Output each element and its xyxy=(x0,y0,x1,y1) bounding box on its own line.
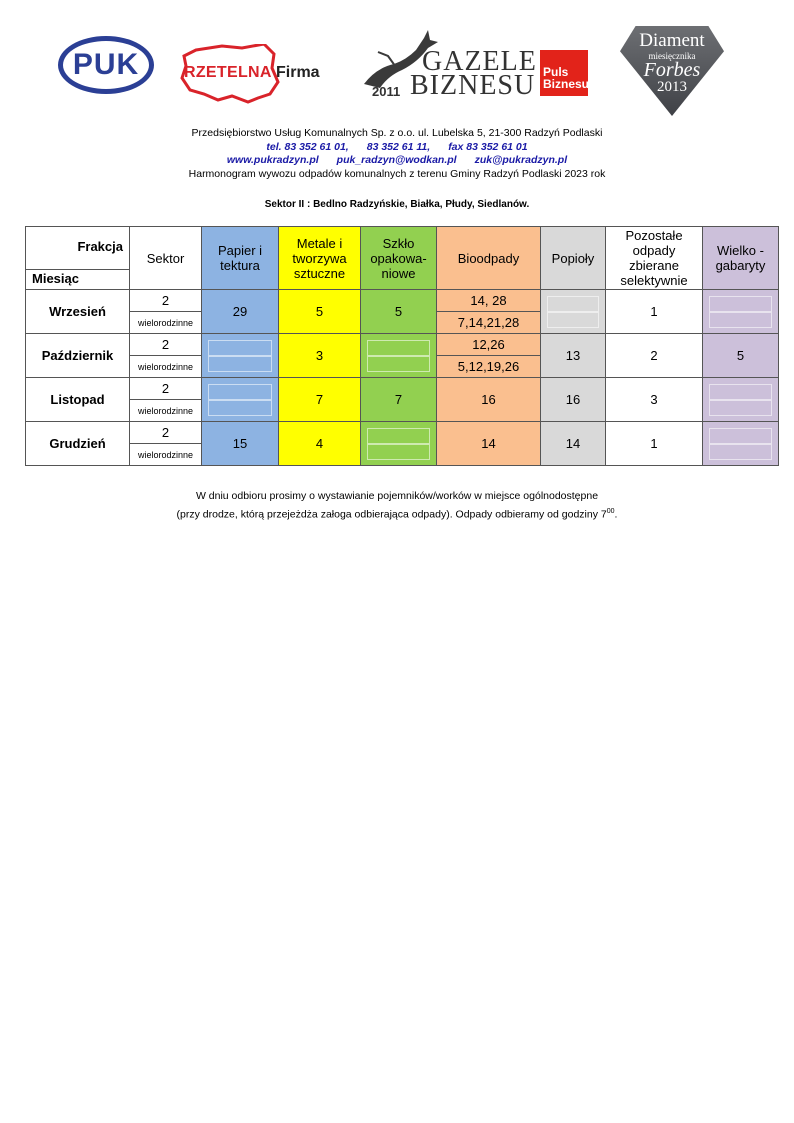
fax: fax 83 352 61 01 xyxy=(448,140,528,153)
diament-text: Diament xyxy=(639,30,705,51)
note-line-2-text: (przy drodze, którą przejeżdża załoga odbierająca odpady). Odpady odbieramy od godziny 7 xyxy=(176,508,607,521)
popioly-cell: 16 xyxy=(541,378,606,422)
multi-cell: wielorodzinne xyxy=(130,400,202,422)
sektor-header: Sektor xyxy=(130,227,202,290)
wielko-cell xyxy=(703,378,779,422)
gazele-text: GAZELE xyxy=(422,46,537,77)
forbes-diament-logo xyxy=(620,26,724,116)
miesiecznika-text: miesięcznika xyxy=(648,51,696,61)
firma-text: Firma xyxy=(276,64,320,81)
bio-cell: 14 xyxy=(437,422,541,466)
multi-cell: wielorodzinne xyxy=(130,312,202,334)
table-row xyxy=(26,378,779,400)
email-link-2[interactable]: zuk@pukradzyn.pl xyxy=(474,154,568,166)
web-line xyxy=(0,154,794,168)
metale-cell: 4 xyxy=(279,422,361,466)
sector-cell: 2 xyxy=(130,378,202,400)
wielkogabaryty-header: Wielko - gabaryty xyxy=(703,227,779,290)
email-link-1[interactable]: puk_radzyn@wodkan.pl xyxy=(336,154,457,166)
pozostale-header: Pozostałe odpady zbierane selektywnie xyxy=(606,227,703,290)
multi-cell: wielorodzinne xyxy=(130,356,202,378)
month-listopad: Listopad xyxy=(26,378,130,422)
bio-multi-cell: 7,14,21,28 xyxy=(437,312,541,334)
puls-biznesu-logo xyxy=(540,50,588,96)
note-line-1: W dniu odbioru prosimy o wystawianie pojemników/worków w miejsce ogólnodostępne xyxy=(195,490,599,502)
szklo-cell xyxy=(361,334,437,378)
frakcja-miesiac-header xyxy=(26,227,130,290)
papier-header: Papier i tektura xyxy=(202,227,279,290)
sector-cell: 2 xyxy=(130,290,202,312)
sector-cell: 2 xyxy=(130,422,202,444)
gazele-year: 2011 xyxy=(372,84,401,99)
pozostale-cell: 1 xyxy=(606,290,703,334)
metale-header: Metale i tworzywa sztuczne xyxy=(279,227,361,290)
puk-logo xyxy=(58,36,154,94)
puk-logo-text: PUK xyxy=(72,48,140,81)
szklo-header: Szkło opakowa-niowe xyxy=(361,227,437,290)
gazele-biznesu-logo xyxy=(358,26,590,112)
table-header-row xyxy=(26,227,779,290)
note-end: . xyxy=(614,508,618,521)
wielko-cell xyxy=(703,290,779,334)
popioly-cell: 13 xyxy=(541,334,606,378)
tel-1: tel. 83 352 61 01, xyxy=(266,140,349,153)
pozostale-cell: 3 xyxy=(606,378,703,422)
rzetelna-firma-logo xyxy=(178,44,323,104)
wielko-cell: 5 xyxy=(703,334,779,378)
papier-cell xyxy=(202,378,279,422)
puls-text: Puls xyxy=(543,65,569,79)
wielko-cell xyxy=(703,422,779,466)
schedule-title: Harmonogram wywozu odpadów komunalnych z terenu Gminy Radzyń Podlaski 2023 rok xyxy=(188,167,606,180)
biznesu-text: BIZNESU xyxy=(410,70,536,101)
metale-cell: 3 xyxy=(279,334,361,378)
logo-bar xyxy=(0,22,794,112)
table-row xyxy=(26,290,779,312)
papier-cell: 29 xyxy=(202,290,279,334)
forbes-text: Forbes xyxy=(643,59,701,81)
month-pazdziernik: Październik xyxy=(26,334,130,378)
szklo-cell: 7 xyxy=(361,378,437,422)
popioly-header: Popioły xyxy=(541,227,606,290)
pozostale-cell: 2 xyxy=(606,334,703,378)
szklo-cell: 5 xyxy=(361,290,437,334)
table-row xyxy=(26,422,779,444)
multi-cell: wielorodzinne xyxy=(130,444,202,466)
szklo-cell xyxy=(361,422,437,466)
popioly-cell xyxy=(541,290,606,334)
month-wrzesien: Wrzesień xyxy=(26,290,130,334)
website-link[interactable]: www.pukradzyn.pl xyxy=(226,154,319,166)
papier-cell: 15 xyxy=(202,422,279,466)
forbes-year: 2013 xyxy=(657,79,687,95)
note-line-2 xyxy=(0,504,794,523)
papier-cell xyxy=(202,334,279,378)
note-hour-sup: 00 xyxy=(606,508,615,515)
bio-cell: 14, 28 xyxy=(437,290,541,312)
bio-cell: 16 xyxy=(437,378,541,422)
sector-cell: 2 xyxy=(130,334,202,356)
metale-cell: 7 xyxy=(279,378,361,422)
month-grudzien: Grudzień xyxy=(26,422,130,466)
schedule-table xyxy=(25,226,779,466)
bio-multi-cell: 5,12,19,26 xyxy=(437,356,541,378)
sector-title: Sektor II : Bedlno Radzyńskie, Białka, Płudy, Siedlanów. xyxy=(264,199,530,210)
frakcja-label: Frakcja xyxy=(77,239,123,254)
biznesu-small-text: Biznesu xyxy=(543,77,590,91)
pickup-note xyxy=(0,489,794,523)
table-row xyxy=(26,334,779,356)
miesiac-label: Miesiąc xyxy=(32,271,79,286)
metale-cell: 5 xyxy=(279,290,361,334)
pozostale-cell: 1 xyxy=(606,422,703,466)
rzetelna-text: RZETELNA xyxy=(184,64,272,81)
company-header xyxy=(0,127,794,181)
bio-cell: 12,26 xyxy=(437,334,541,356)
popioly-cell: 14 xyxy=(541,422,606,466)
phone-line xyxy=(0,141,794,155)
bioodpady-header: Bioodpady xyxy=(437,227,541,290)
company-address: Przedsiębiorstwo Usług Komunalnych Sp. z o.o. ul. Lubelska 5, 21-300 Radzyń Podlaski xyxy=(191,127,603,139)
tel-2: 83 352 61 11, xyxy=(366,140,431,153)
